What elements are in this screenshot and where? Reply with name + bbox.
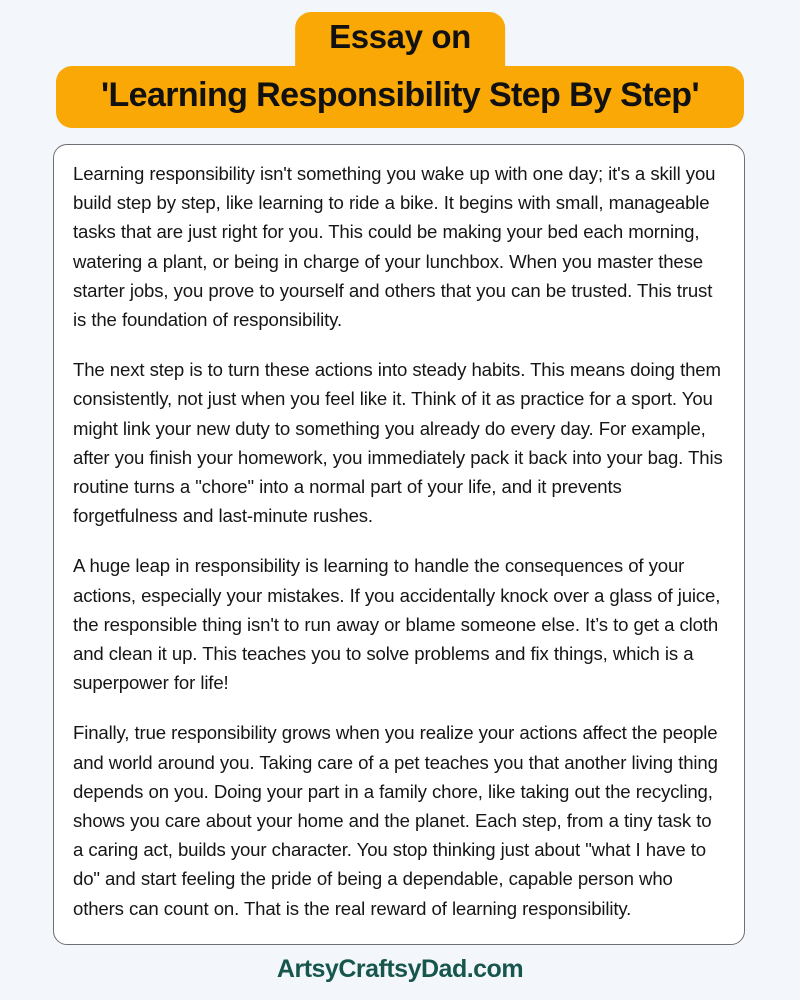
site-brand-label[interactable]: ArtsyCraftsyDad.com [276, 955, 524, 983]
essay-paragraph: A huge leap in responsibility is learning to handle the consequences of your actions, especially your mistakes. If you accidentally knock over a glass of juice, the responsible thing isn't to run away or blame someone else. It’s to get a cloth and clean it up. This teaches you to solve problems and fix things, which is a superpower for life! [73, 555, 721, 694]
essay-paragraph: Finally, true responsibility grows when you realize your actions affect the people and world around you. Taking care of a pet teaches you that another living thing depends on you. Doing your part in a family chore, like taking out the recycling, shows you care about your home and the planet. Each step, from a tiny task to a caring act, builds your character. You stop thinking just about "what I have to do" and start feeling the pride of being a dependable, capable person who others can count on. That is the real reward of learning responsibility. [73, 722, 718, 919]
essay-paragraph: The next step is to turn these actions into steady habits. This means doing them consistently, not just when you feel like it. Think of it as practice for a sport. You might link your new duty to something you already do every day. For example, after you finish your homework, you immediately pack it back into your bag. This routine turns a "chore" into a normal part of your life, and it prevents forgetfulness and last-minute rushes. [73, 359, 723, 527]
essay-paragraph: Learning responsibility isn't something you wake up with one day; it's a skill you build step by step, like learning to ride a bike. It begins with small, manageable tasks that are just right for you. This could be making your bed each morning, watering a plant, or being in charge of your lunchbox. When you master these starter jobs, you prove to yourself and others that you can be trusted. This trust is the foundation of responsibility. [73, 163, 716, 331]
essay-title-bar [56, 66, 744, 128]
essay-on-label: Essay on [329, 18, 471, 55]
page-title: 'Learning Responsibility Step By Step' [101, 76, 699, 114]
essay-body-card [53, 144, 745, 945]
essay-header [0, 0, 800, 132]
essay-on-badge [295, 12, 505, 66]
footer [0, 955, 800, 984]
